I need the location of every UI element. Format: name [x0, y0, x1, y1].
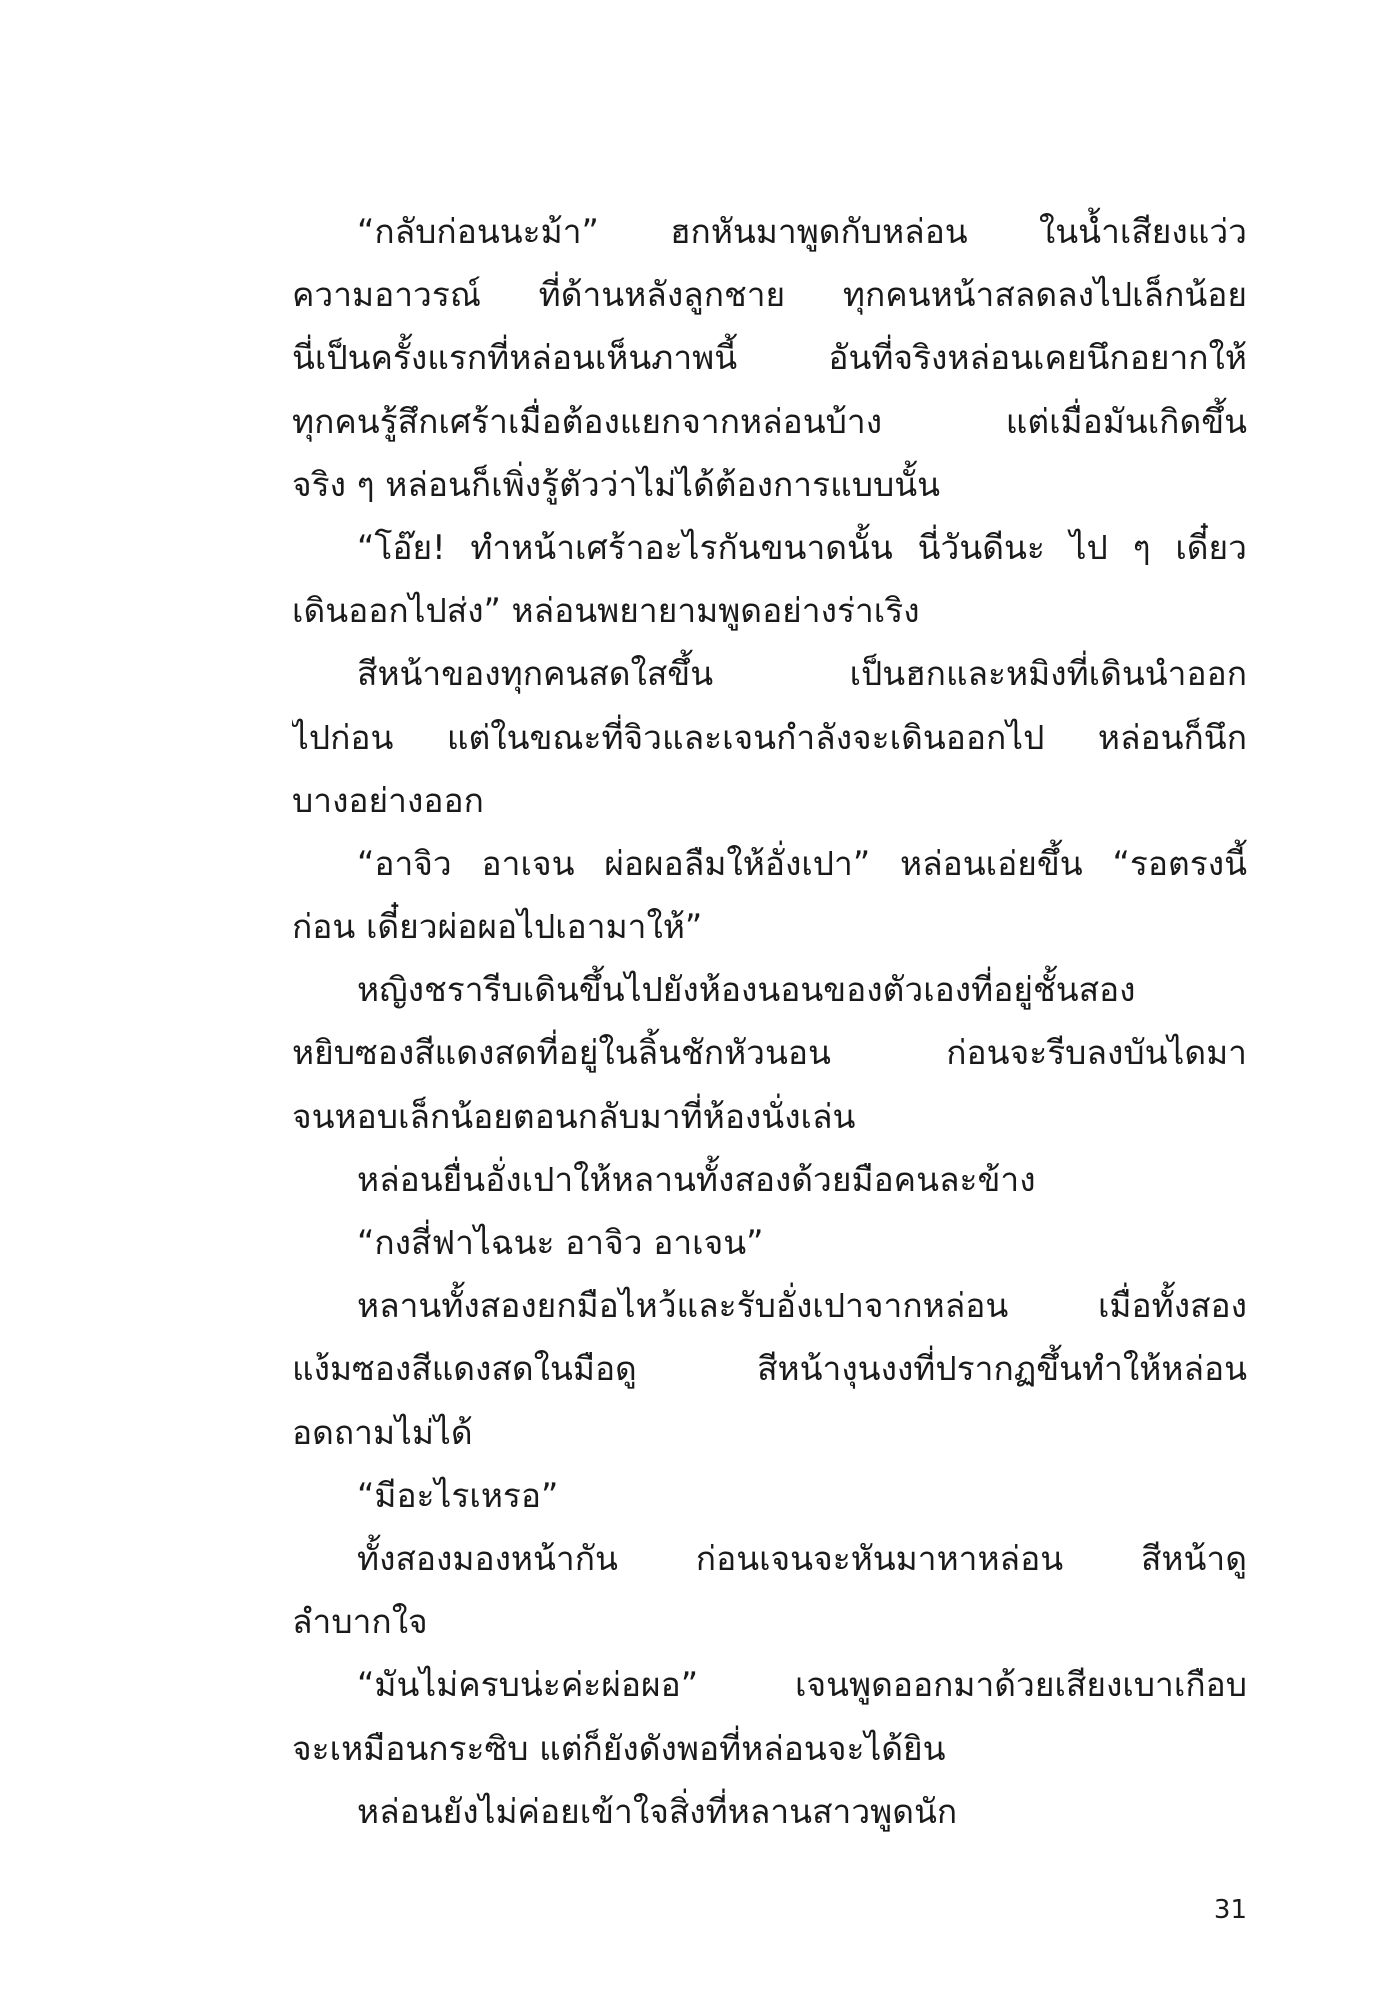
text-line: หยิบซองสีแดงสดที่อยู่ในลิ้นชักหัวนอน ก่อนจะรีบลงบันไดมา [292, 1033, 1247, 1073]
text-line: ทุกคนรู้สึกเศร้าเมื่อต้องแยกจากหล่อนบ้าง แต่เมื่อมันเกิดขึ้น [292, 401, 1247, 441]
text-line: บางอย่างออก [292, 780, 484, 820]
text-line: ก่อน เดี๋ยวผ่อผอไปเอามาให้” [292, 907, 703, 947]
text-line: หล่อนยังไม่ค่อยเข้าใจสิ่งที่หลานสาวพูดนัก [357, 1791, 958, 1831]
text-line: จะเหมือนกระซิบ แต่ก็ยังดังพอที่หล่อนจะได้ยิน [292, 1728, 946, 1768]
text-line: ลำบากใจ [292, 1602, 428, 1642]
text-line: ไปก่อน แต่ในขณะที่จิวและเจนกำลังจะเดินออกไป หล่อนก็นึก [292, 717, 1247, 757]
text-line: นี่เป็นครั้งแรกที่หล่อนเห็นภาพนี้ อันที่จริงหล่อนเคยนึกอยากให้ [292, 338, 1247, 378]
text-line: “มีอะไรเหรอ” [357, 1475, 559, 1515]
text-line: จริง ๆ หล่อนก็เพิ่งรู้ตัวว่าไม่ได้ต้องการแบบนั้น [292, 464, 941, 504]
text-line: ทั้งสองมองหน้ากัน ก่อนเจนจะหันมาหาหล่อน สีหน้าดู [357, 1538, 1247, 1578]
text-line: อดถามไม่ได้ [292, 1412, 473, 1452]
text-line: จนหอบเล็กน้อยตอนกลับมาที่ห้องนั่งเล่น [292, 1096, 856, 1136]
text-line: หลานทั้งสองยกมือไหว้และรับอั่งเปาจากหล่อน เมื่อทั้งสอง [357, 1286, 1247, 1326]
text-line: ความอาวรณ์ ที่ด้านหลังลูกชาย ทุกคนหน้าสลดลงไปเล็กน้อย [292, 275, 1247, 315]
text-line: “กลับก่อนนะม้า” ฮกหันมาพูดกับหล่อน ในน้ำเสียงแว่ว [357, 212, 1247, 251]
text-line: หล่อนยื่นอั่งเปาให้หลานทั้งสองด้วยมือคนละข้าง [357, 1159, 1036, 1199]
text-line: “อาจิว อาเจน ผ่อผอลืมให้อั่งเปา” หล่อนเอ่ยขึ้น “รอตรงนี้ [357, 843, 1247, 883]
text-line: เดินออกไปส่ง” หล่อนพยายามพูดอย่างร่าเริง [292, 591, 920, 631]
text-line: “มันไม่ครบน่ะค่ะผ่อผอ” เจนพูดออกมาด้วยเสียงเบาเกือบ [357, 1665, 1247, 1705]
text-line: “โอ๊ย! ทำหน้าเศร้าอะไรกันขนาดนั้น นี่วันดีนะ ไป ๆ เดี๋ยว [357, 527, 1247, 567]
body-text [292, 200, 1247, 1843]
text-line: หญิงชรารีบเดินขึ้นไปยังห้องนอนของตัวเองที่อยู่ชั้นสอง [357, 970, 1136, 1010]
page-number: 31 [1213, 1895, 1247, 1925]
text-line: “กงสี่ฟาไฉนะ อาจิว อาเจน” [357, 1223, 764, 1262]
text-line: สีหน้าของทุกคนสดใสขึ้น เป็นฮกและหมิงที่เดินนำออก [357, 654, 1247, 694]
text-line: แง้มซองสีแดงสดในมือดู สีหน้างุนงงที่ปรากฏขึ้นทำให้หล่อน [292, 1349, 1247, 1389]
